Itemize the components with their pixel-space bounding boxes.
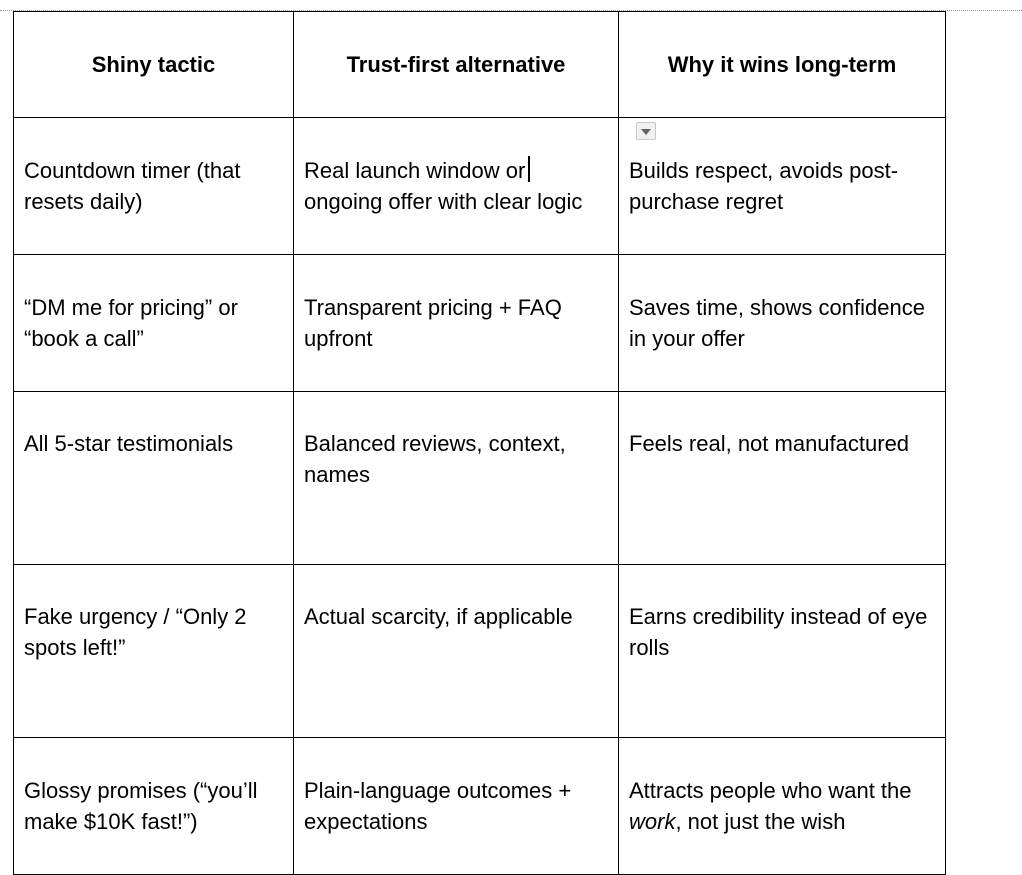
table-header-row [14, 12, 946, 118]
cell-alternative-active[interactable] [294, 118, 619, 255]
cell-why[interactable]: Feels real, not manufactured [619, 392, 946, 565]
cell-why-text-suffix: , not just the wish [675, 809, 846, 834]
table-row [14, 392, 946, 565]
table-row [14, 255, 946, 392]
cell-tactic[interactable]: Glossy promises (“you’ll make $10K fast!”) [14, 738, 294, 875]
cell-why[interactable]: Builds respect, avoids post-purchase regret [619, 118, 946, 255]
text-cursor [528, 156, 530, 182]
cell-why[interactable] [619, 738, 946, 875]
cell-alternative[interactable]: Plain-language outcomes + expectations [294, 738, 619, 875]
header-trust-first-alternative[interactable]: Trust-first alternative [294, 12, 619, 118]
header-shiny-tactic[interactable]: Shiny tactic [14, 12, 294, 118]
cell-tactic[interactable]: Countdown timer (that resets daily) [14, 118, 294, 255]
cell-alternative[interactable]: Actual scarcity, if applicable [294, 565, 619, 738]
table-row [14, 565, 946, 738]
chevron-down-icon[interactable] [636, 122, 656, 140]
table-row [14, 118, 946, 255]
cell-why[interactable]: Saves time, shows confidence in your offer [619, 255, 946, 392]
cell-why[interactable]: Earns credibility instead of eye rolls [619, 565, 946, 738]
table-row [14, 738, 946, 875]
cell-tactic[interactable]: “DM me for pricing” or “book a call” [14, 255, 294, 392]
cell-tactic[interactable]: Fake urgency / “Only 2 spots left!” [14, 565, 294, 738]
cell-why-emphasis: work [629, 809, 676, 834]
cell-alternative-text[interactable]: Real launch window or ongoing offer with clear logic [304, 158, 583, 214]
comparison-table [13, 11, 946, 875]
cell-why-text-prefix: Attracts people who want the [629, 778, 912, 803]
cell-alternative[interactable]: Balanced reviews, context, names [294, 392, 619, 565]
active-cell-wrapper [304, 155, 608, 217]
header-why-it-wins[interactable]: Why it wins long-term [619, 12, 946, 118]
cell-alternative[interactable]: Transparent pricing + FAQ upfront [294, 255, 619, 392]
cell-tactic[interactable]: All 5-star testimonials [14, 392, 294, 565]
